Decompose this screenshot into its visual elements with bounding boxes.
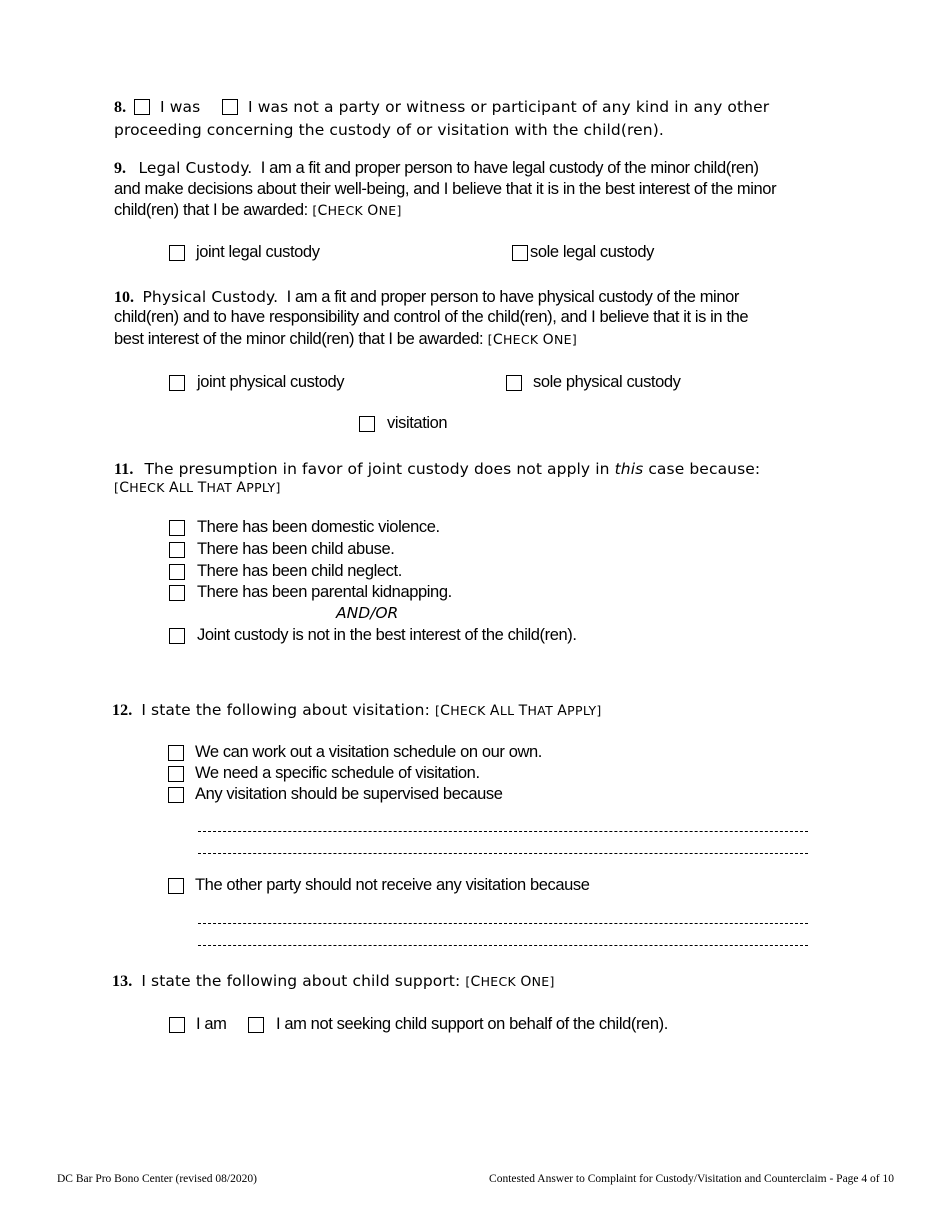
section-11-text-a: The presumption in favor of joint custody does not apply in	[144, 460, 610, 478]
section-10-number: 10	[114, 289, 130, 306]
label-was-not: I was not a party or witness or participant of any kind in any other	[248, 98, 770, 116]
section-9-instruction: [CHECK ONE]	[312, 203, 402, 219]
label-parental-kidnapping: There has been parental kidnapping.	[197, 583, 452, 601]
label-not-seeking-support: I am not seeking child support on behalf of the child(ren).	[276, 1015, 668, 1033]
no-visitation-reason-line-1[interactable]	[198, 923, 808, 924]
checkbox-joint-physical[interactable]	[169, 375, 185, 391]
section-13-text: I state the following about child support:	[141, 972, 461, 990]
section-9-number: 9	[114, 160, 122, 177]
checkbox-seeking-support[interactable]	[169, 1017, 185, 1033]
checkbox-supervised[interactable]	[168, 787, 184, 803]
label-child-neglect: There has been child neglect.	[197, 562, 402, 580]
label-visitation: visitation	[387, 414, 448, 432]
section-12-line1: 12. I state the following about visitation: [CHECK ALL THAT APPLY]	[112, 701, 602, 719]
supervised-reason-line-2[interactable]	[198, 853, 808, 854]
section-9-text2: and make decisions about their well-being, and I believe that it is in the best interest of the minor	[114, 180, 777, 198]
section-10-line1: 10. Physical Custody. I am a fit and proper person to have physical custody of the minor	[114, 288, 739, 306]
section-9-text3: child(ren) that I be awarded:	[114, 201, 308, 219]
label-was: I was	[160, 98, 201, 116]
checkbox-domestic-violence[interactable]	[169, 520, 185, 536]
label-seeking-support: I am	[196, 1015, 227, 1033]
checkbox-parental-kidnapping[interactable]	[169, 585, 185, 601]
section-11-number: 11	[114, 461, 130, 478]
label-sole-legal: sole legal custody	[530, 243, 654, 261]
section-8: 8.	[114, 99, 127, 116]
label-specific-schedule: We need a specific schedule of visitation.	[195, 764, 480, 782]
checkbox-joint-legal[interactable]	[169, 245, 185, 261]
label-supervised: Any visitation should be supervised because	[195, 785, 503, 803]
section-11-text-emphasis: this	[614, 460, 644, 478]
section-11-instruction: [CHECK ALL THAT APPLY]	[114, 480, 281, 496]
checkbox-child-neglect[interactable]	[169, 564, 185, 580]
section-12-text: I state the following about visitation:	[141, 701, 430, 719]
section-10-title: Physical Custody.	[142, 288, 279, 306]
label-and-or: AND/OR	[336, 604, 399, 622]
label-domestic-violence: There has been domestic violence.	[197, 518, 440, 536]
label-child-abuse: There has been child abuse.	[197, 540, 395, 558]
checkbox-specific-schedule[interactable]	[168, 766, 184, 782]
section-9-text1: I am a fit and proper person to have legal custody of the minor child(ren)	[260, 159, 759, 177]
checkbox-sole-physical[interactable]	[506, 375, 522, 391]
no-visitation-reason-line-2[interactable]	[198, 945, 808, 946]
label-joint-legal: joint legal custody	[196, 243, 320, 261]
section-11-text-b: case because:	[648, 460, 761, 478]
footer-right: Contested Answer to Complaint for Custody/Visitation and Counterclaim - Page 4 of 10	[489, 1173, 894, 1185]
section-9-line3	[114, 200, 402, 222]
section-13-line1: 13. I state the following about child support: [CHECK ONE]	[112, 972, 555, 990]
section-8-number: 8	[114, 99, 123, 116]
checkbox-visitation[interactable]	[359, 416, 375, 432]
label-sole-physical: sole physical custody	[533, 373, 681, 391]
section-10-text3: best interest of the minor child(ren) that I be awarded:	[114, 330, 484, 348]
footer-left: DC Bar Pro Bono Center (revised 08/2020)	[57, 1173, 257, 1185]
section-12-number: 12	[112, 702, 129, 719]
checkbox-was-not[interactable]	[222, 99, 238, 115]
section-10-text1: I am a fit and proper person to have physical custody of the minor	[286, 288, 739, 306]
label-joint-physical: joint physical custody	[197, 373, 345, 391]
section-10-instruction: [CHECK ONE]	[487, 332, 578, 348]
checkbox-not-best-interest[interactable]	[169, 628, 185, 644]
section-10-text2: child(ren) and to have responsibility and control of the child(ren), and I believe that it is in the	[114, 308, 749, 326]
checkbox-child-abuse[interactable]	[169, 542, 185, 558]
section-8-continuation: proceeding concerning the custody of or visitation with the child(ren).	[114, 121, 664, 139]
checkbox-no-visitation[interactable]	[168, 878, 184, 894]
label-no-visitation: The other party should not receive any visitation because	[195, 876, 590, 894]
section-12-instruction: [CHECK ALL THAT APPLY]	[434, 703, 602, 719]
checkbox-not-seeking-support[interactable]	[248, 1017, 264, 1033]
checkbox-own-schedule[interactable]	[168, 745, 184, 761]
section-13-number: 13	[112, 973, 129, 990]
checkbox-was[interactable]	[134, 99, 150, 115]
section-10-line3	[114, 329, 577, 351]
section-13-instruction: [CHECK ONE]	[465, 974, 555, 990]
label-own-schedule: We can work out a visitation schedule on our own.	[195, 743, 542, 761]
label-not-best-interest: Joint custody is not in the best interest of the child(ren).	[197, 626, 577, 644]
supervised-reason-line-1[interactable]	[198, 831, 808, 832]
section-11-line1: 11. The presumption in favor of joint custody does not apply in this case because:	[114, 460, 761, 478]
checkbox-sole-legal[interactable]	[512, 245, 528, 261]
section-9-title: Legal Custody.	[138, 159, 253, 177]
section-9-line1: 9. Legal Custody. I am a fit and proper person to have legal custody of the minor child(ren)	[114, 159, 759, 177]
